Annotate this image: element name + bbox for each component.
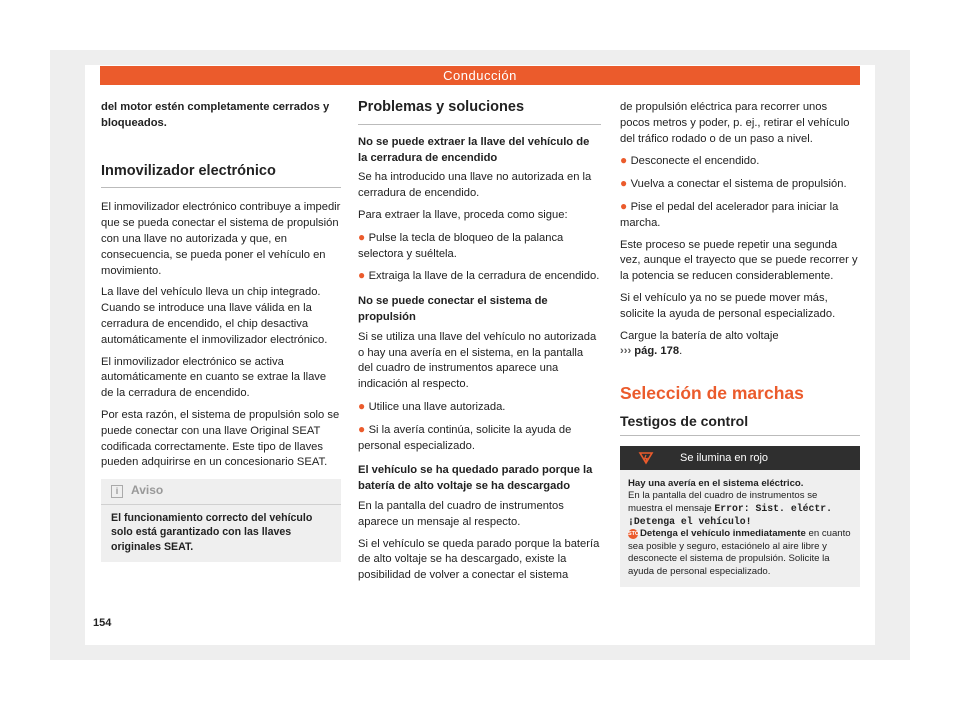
subheading: No se puede conectar el sistema de propulsión — [358, 295, 548, 323]
subheading: El vehículo se ha quedado parado porque la batería de alto voltaje se ha descargado — [358, 464, 593, 493]
paragraph: Por esta razón, el sistema de propulsión solo se puede conectar con una llave Original SEAT codificada correctamente. Este tipo de llaves pueden adquirirse en un concesionario SEAT. — [101, 408, 340, 469]
bullet-item: ● Utilice una llave autorizada. — [358, 398, 506, 413]
column-right — [620, 100, 860, 587]
paragraph: Si el vehículo se queda parado porque la batería de alto voltaje se ha descargado, existe la posibilidad de volver a conectar el sistema — [358, 537, 600, 582]
card-title: Se ilumina en rojo — [680, 451, 769, 464]
bullet-dot-icon: ● — [358, 229, 369, 244]
bullet-dot-icon: ● — [358, 398, 369, 413]
subheading: No se puede extraer la llave del vehículo de la cerradura de encendido — [358, 135, 590, 164]
bullet-dot-icon: ● — [358, 421, 369, 436]
warning-lamp-card — [620, 446, 860, 587]
intro-text: del motor estén completamente cerrados y bloqueados. — [101, 101, 330, 129]
paragraph: El inmovilizador electrónico se activa automáticamente en cuanto se extrae la llave de la cerradura de encendido. — [101, 355, 327, 400]
aviso-text: El funcionamiento correcto del vehículo solo está garantizado con las llaves originales SEAT. — [111, 511, 313, 553]
paragraph-reference: Cargue la batería de alto voltaje ››› pág. 178. — [620, 329, 779, 358]
heading-problemas: Problemas y soluciones — [358, 100, 601, 125]
paragraph: Para extraer la llave, proceda como sigue: — [358, 208, 568, 221]
paragraph: En la pantalla del cuadro de instrumentos aparece un mensaje al respecto. — [358, 499, 564, 528]
card-instruction: STOPDetenga el vehículo inmediatamente en cuanto sea posible y seguro, estaciónelo al aire libre y desconecte el sistema de propulsión. Solicite la ayuda de personal especializado. — [628, 528, 851, 577]
bullet-dot-icon: ● — [358, 268, 369, 283]
page-number: 154 — [93, 617, 112, 629]
chapter-title: Selección de marchas — [620, 383, 804, 404]
bullet-item: ● Desconecte el encendido. — [620, 153, 760, 168]
section-header: Conducción — [100, 66, 860, 85]
stop-icon: STOP — [628, 530, 643, 537]
column-middle — [358, 100, 601, 590]
error-message-code: Error: Sist. eléctr. ¡Detenga el vehículo! — [628, 502, 832, 527]
page-reference-link[interactable]: ››› pág. 178 — [620, 345, 680, 358]
info-icon: i — [111, 485, 123, 498]
aviso-box — [101, 479, 341, 562]
bullet-item: ● Si la avería continúa, solicite la ayuda de personal especializado. — [358, 421, 572, 452]
paragraph: Si el vehículo ya no se puede mover más, solicite la ayuda de personal especializado. — [620, 291, 836, 320]
paragraph: El inmovilizador electrónico contribuye a impedir que se pueda conectar el sistema de propulsión con una llave no autorizada y que, en consecuencia, se pueda poner el vehículo en movimiento. — [101, 201, 341, 277]
card-message: En la pantalla del cuadro de instrumentos se muestra el mensaje Error: Sist. eléctr. ¡Detenga el vehículo! — [628, 490, 832, 527]
heading-inmovilizador: Inmovilizador electrónico — [101, 164, 341, 189]
bullet-item: ● Vuelva a conectar el sistema de propulsión. — [620, 176, 847, 191]
aviso-header — [101, 479, 341, 505]
card-body — [620, 470, 860, 587]
bullet-dot-icon: ● — [620, 176, 631, 191]
card-bold-line: Hay una avería en el sistema eléctrico. — [628, 477, 804, 489]
aviso-title: Aviso — [131, 483, 164, 498]
paragraph: de propulsión eléctrica para recorrer unos pocos metros y poder, p. ej., retirar el vehículo del tráfico rodado o de un paso a nivel. — [620, 101, 850, 145]
electrical-fault-icon — [638, 451, 654, 465]
bullet-item: ● Extraiga la llave de la cerradura de encendido. — [358, 268, 600, 283]
bullet-dot-icon: ● — [620, 198, 631, 213]
heading-testigos: Testigos de control — [620, 414, 860, 436]
paragraph: Si se utiliza una llave del vehículo no autorizada o hay una avería en el sistema, en la pantalla del cuadro de instrumentos aparece una indicación al respecto. — [358, 330, 597, 391]
bullet-item: ● Pise el pedal del acelerador para iniciar la marcha. — [620, 198, 839, 229]
bullet-dot-icon: ● — [620, 153, 631, 168]
bullet-item: ● Pulse la tecla de bloqueo de la palanca selectora y suéltela. — [358, 229, 564, 260]
paragraph: Este proceso se puede repetir una segunda vez, aunque el trayecto que se puede recorrer y la potencia se reducen considerablemente. — [620, 238, 858, 283]
card-header — [620, 446, 860, 470]
paragraph: Se ha introducido una llave no autorizada en la cerradura de encendido. — [358, 171, 592, 200]
column-left — [101, 100, 341, 562]
paragraph: La llave del vehículo lleva un chip integrado. Cuando se introduce una llave válida en la cerradura de encendido, el chip desactiva automáticamente el inmovilizador electrónico. — [101, 286, 328, 346]
